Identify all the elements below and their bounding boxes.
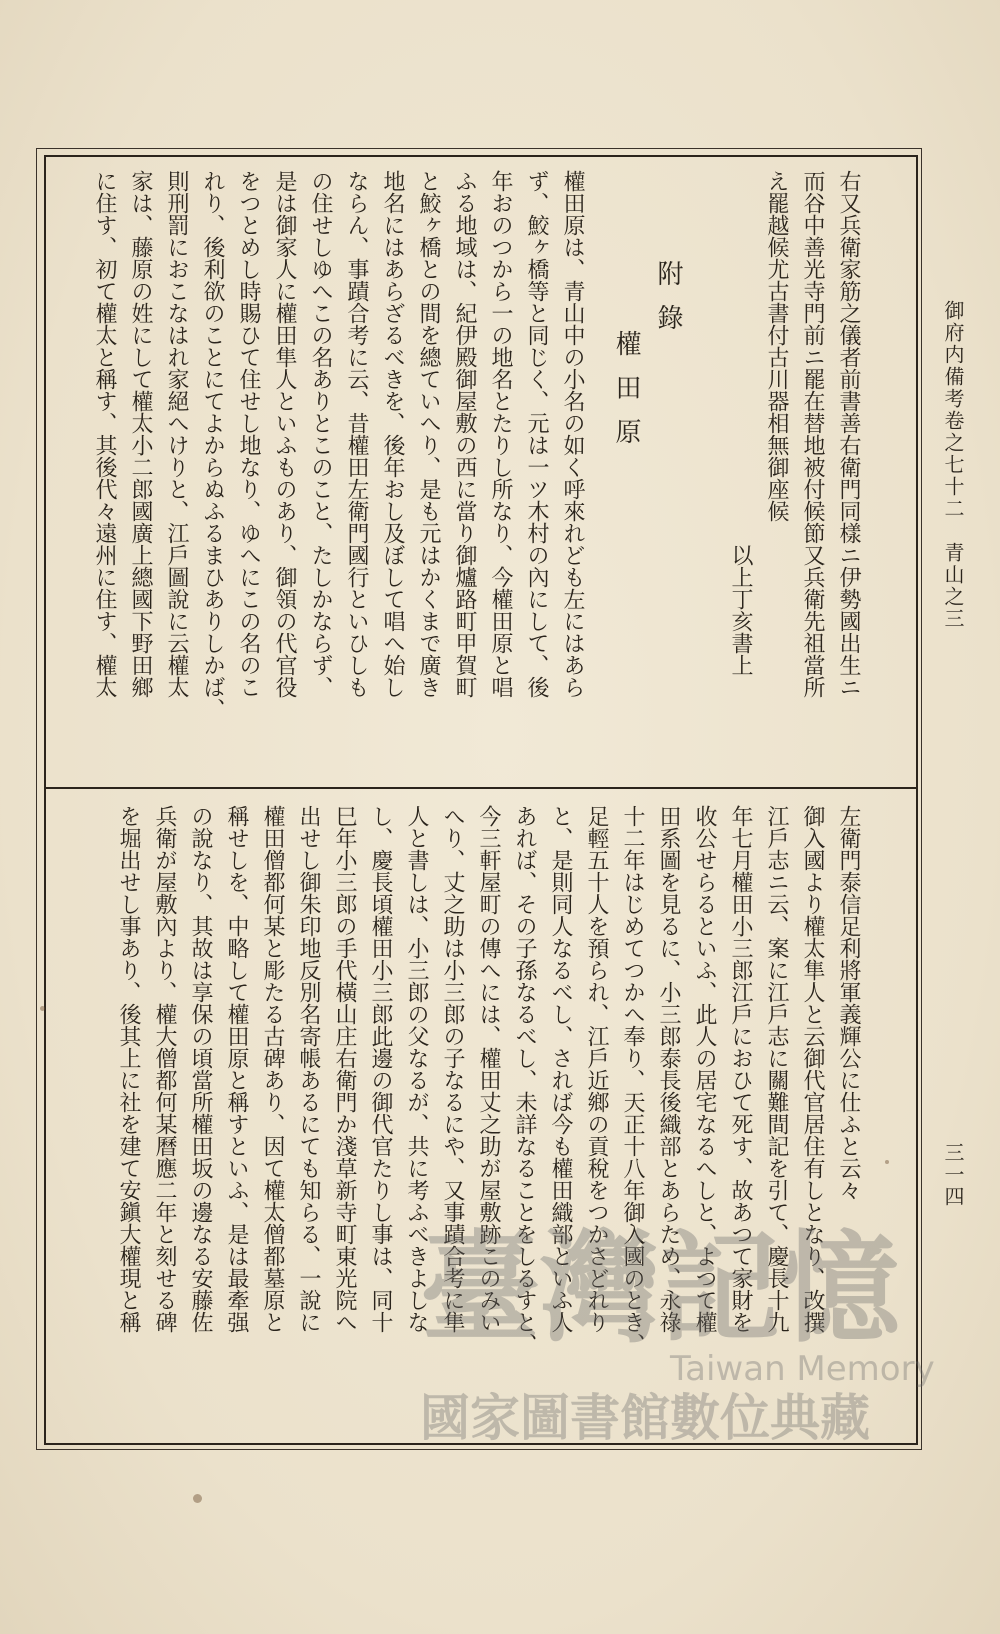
paper-stain xyxy=(193,1494,202,1503)
running-title: 御府内備考卷之七十二 青山之三 xyxy=(941,300,965,630)
text-line: 右又兵衛家筋之儀者前書善右衛門同樣ニ伊勢國出生ニ xyxy=(836,170,861,698)
body-line: 江戶志ニ云、案に江戶志に關難間記を引て、慶長十九 xyxy=(764,805,789,1333)
section-divider xyxy=(44,787,916,789)
body-line: 足輕五十人を預られ、江戶近鄉の貢稅をつかさどれり xyxy=(584,805,609,1333)
appendix-title: 權田原 xyxy=(611,330,641,462)
body-line: 今三軒屋町の傳へには、權田丈之助が屋敷跡このみい xyxy=(476,805,501,1333)
text-line: 而谷中善光寺門前ニ罷在替地被付候節又兵衛先祖當所 xyxy=(800,170,825,698)
body-line: へり、丈之助は小三郎の子なるにや、又事蹟合考に隼 xyxy=(440,805,465,1333)
body-line: あれば、その子孫なるべし、未詳なることをしるすと、 xyxy=(512,805,537,1355)
text-line: え罷越候尤古書付古川器相無御座候 xyxy=(764,170,789,522)
upper-section xyxy=(60,170,870,770)
body-line: 田系圖を見るに、小三郎泰長後織部とあらため、永祿 xyxy=(656,805,681,1333)
body-line: の說なり、其故は享保の頃當所權田坂の邊なる安藤佐 xyxy=(188,805,213,1333)
body-line: 人と書しは、小三郎の父なるが、共に考ふべきよしな xyxy=(404,805,429,1333)
body-line: 年七月權田小三郎江戶におひて死す、故あつて家財を xyxy=(728,805,753,1333)
body-line: をつとめし時賜ひて住せし地なり、ゆへにこの名のこ xyxy=(236,170,261,698)
watermark-subtitle: Taiwan Memory xyxy=(670,1349,935,1389)
body-line: 地名にはあらざるべきを、後年おし及ぼして唱へ始し xyxy=(380,170,405,698)
body-line: と鮫ヶ橋との間を總ていへり、是も元はかくまで廣き xyxy=(416,170,441,698)
body-line: 出せし御朱印地反別名寄帳あるにても知らる、一說に xyxy=(296,805,321,1333)
body-line: 年おのつから一の地名とたりし所なり、今權田原と唱 xyxy=(488,170,513,698)
body-line: を堀出せし事あり、後其上に社を建て安鎭大權現と稱 xyxy=(116,805,141,1333)
body-line: の住せしゆへこの名ありとこのこと、たしかならず、 xyxy=(308,170,333,698)
body-line: れり、後利欲のことにてよからぬふるまひありしかば、 xyxy=(200,170,225,720)
body-line: ず、鮫ヶ橋等と同じく、元は一ツ木村の內にして、後 xyxy=(524,170,549,698)
watermark-title: 臺灣記憶 xyxy=(420,1220,900,1359)
body-line: 收公せらるといふ、此人の居宅なるへしと、よつて權 xyxy=(692,805,717,1333)
body-line: 十二年はじめてつかへ奉り、天正十八年御入國のとき、 xyxy=(620,805,645,1355)
appendix-label: 附錄 xyxy=(653,260,683,348)
watermark-org: 國家圖書館數位典藏 xyxy=(420,1389,870,1447)
body-line: に住す、初て權太と稱す、其後代々遠州に住す、權太 xyxy=(92,170,117,698)
signature-line: 以上丁亥書上 xyxy=(728,170,753,676)
paper-stain xyxy=(885,1160,889,1164)
body-line: 御入國より權太隼人と云御代官居住有しとなり、改撰 xyxy=(800,805,825,1333)
body-line: ふる地域は、紀伊殿御屋敷の西に當り御爐路町甲賀町 xyxy=(452,170,477,698)
body-line: 稱せしを、中略して權田原と稱すといふ、是は最牽强 xyxy=(224,805,249,1333)
body-line: と、是則同人なるべし、されば今も權田織部といふ人 xyxy=(548,805,573,1333)
paper-stain xyxy=(40,1006,45,1011)
body-line: 家は、藤原の姓にして權太小二郎國廣上總國下野田鄉 xyxy=(128,170,153,698)
page-number: 三一四 xyxy=(941,1142,965,1208)
body-line: 巳年小三郎の手代橫山庄右衛門か淺草新寺町東光院へ xyxy=(332,805,357,1333)
body-line: 是は御家人に權田隼人といふものあり、御領の代官役 xyxy=(272,170,297,698)
body-line: 權田原は、青山中の小名の如く呼來れども左にはあら xyxy=(560,170,585,698)
body-line: 則刑罰におこなはれ家絕へけりと、江戶圖說に云權太 xyxy=(164,170,189,698)
body-line: 兵衛が屋敷內より、權大僧都何某曆應二年と刻せる碑 xyxy=(152,805,177,1333)
body-line: 左衛門泰信足利將軍義輝公に仕ふと云々 xyxy=(836,805,861,1201)
body-line: 權田僧都何某と彫たる古碑あり、因て權太僧都墓原と xyxy=(260,805,285,1333)
body-line: し、慶長頃權田小三郎此邊の御代官たりし事は、同十 xyxy=(368,805,393,1333)
body-line: ならん、事蹟合考に云、昔權田左衛門國行といひしも xyxy=(344,170,369,698)
lower-section xyxy=(60,805,870,1435)
